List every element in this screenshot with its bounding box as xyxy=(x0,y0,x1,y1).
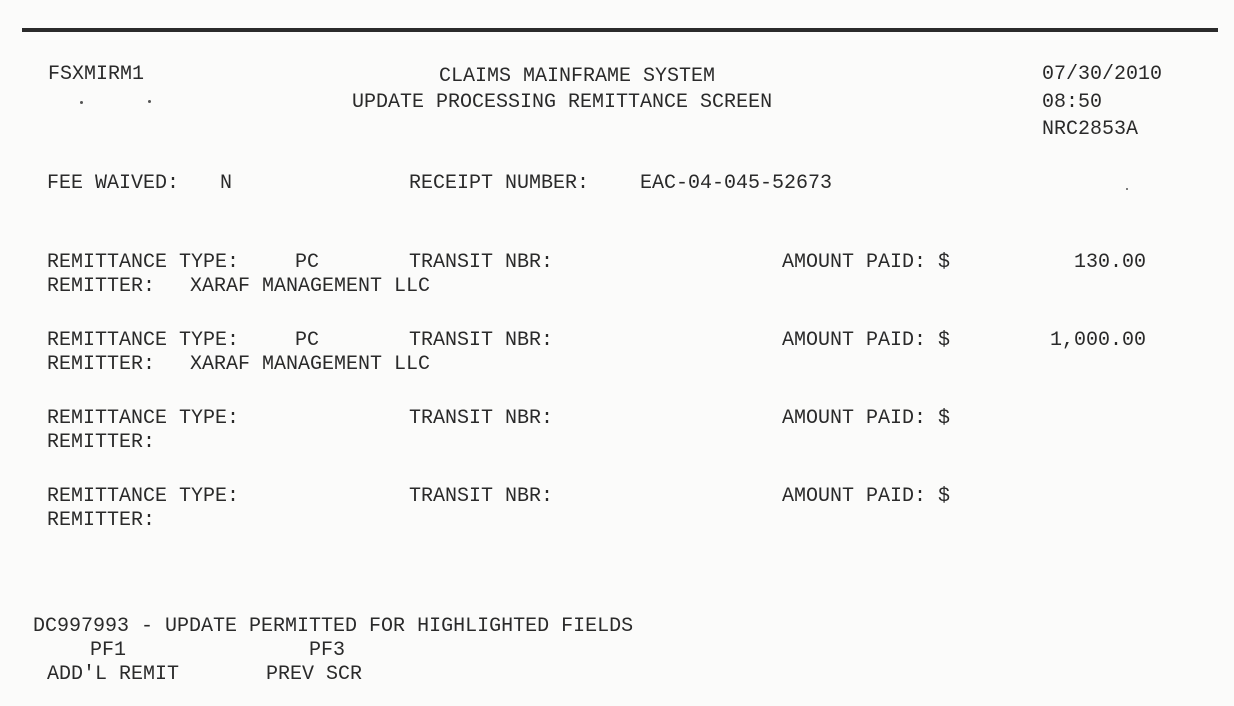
amount-paid-field[interactable]: 1,000.00 xyxy=(1049,329,1146,352)
system-title: CLAIMS MAINFRAME SYSTEM xyxy=(439,65,716,88)
remittance-type-label: REMITTANCE TYPE: xyxy=(47,485,240,508)
remitter-field[interactable]: XARAF MANAGEMENT LLC xyxy=(190,353,431,376)
amount-paid-label: AMOUNT PAID: $ xyxy=(782,251,951,274)
date: 07/30/2010 xyxy=(1042,63,1163,86)
status-message: DC997993 - UPDATE PERMITTED FOR HIGHLIGHTED FIELDS xyxy=(33,615,634,638)
speck xyxy=(1126,188,1128,190)
speck xyxy=(148,100,151,103)
remittance-type-field[interactable]: PC xyxy=(295,251,320,274)
remitter-label: REMITTER: xyxy=(47,275,156,298)
amount-paid-field[interactable]: 130.00 xyxy=(1073,251,1146,274)
receipt-number-label: RECEIPT NUMBER: xyxy=(409,172,590,195)
remitter-field[interactable]: XARAF MANAGEMENT LLC xyxy=(190,275,431,298)
fee-waived-label: FEE WAIVED: xyxy=(47,172,180,195)
transit-nbr-label: TRANSIT NBR: xyxy=(409,485,554,508)
speck xyxy=(80,101,83,104)
transit-nbr-label: TRANSIT NBR: xyxy=(409,251,554,274)
remitter-label: REMITTER: xyxy=(47,509,156,532)
pf3-key[interactable]: PF3 xyxy=(309,639,346,662)
amount-paid-label: AMOUNT PAID: $ xyxy=(782,407,951,430)
fee-waived-field[interactable]: N xyxy=(220,172,233,195)
remittance-type-field[interactable]: PC xyxy=(295,329,320,352)
amount-paid-label: AMOUNT PAID: $ xyxy=(782,329,951,352)
pf3-label: PREV SCR xyxy=(266,663,363,686)
amount-paid-label: AMOUNT PAID: $ xyxy=(782,485,951,508)
screen-title: UPDATE PROCESSING REMITTANCE SCREEN xyxy=(352,91,773,114)
remittance-type-label: REMITTANCE TYPE: xyxy=(47,329,240,352)
transit-nbr-label: TRANSIT NBR: xyxy=(409,329,554,352)
remittance-type-label: REMITTANCE TYPE: xyxy=(47,251,240,274)
terminal-id: NRC2853A xyxy=(1042,118,1139,141)
top-rule xyxy=(22,28,1218,32)
remitter-label: REMITTER: xyxy=(47,353,156,376)
time: 08:50 xyxy=(1042,91,1103,114)
remittance-type-label: REMITTANCE TYPE: xyxy=(47,407,240,430)
remitter-label: REMITTER: xyxy=(47,431,156,454)
pf1-label: ADD'L REMIT xyxy=(47,663,180,686)
transit-nbr-label: TRANSIT NBR: xyxy=(409,407,554,430)
pf1-key[interactable]: PF1 xyxy=(90,639,127,662)
receipt-number-field[interactable]: EAC-04-045-52673 xyxy=(640,172,833,195)
program-id: FSXMIRM1 xyxy=(48,63,145,86)
